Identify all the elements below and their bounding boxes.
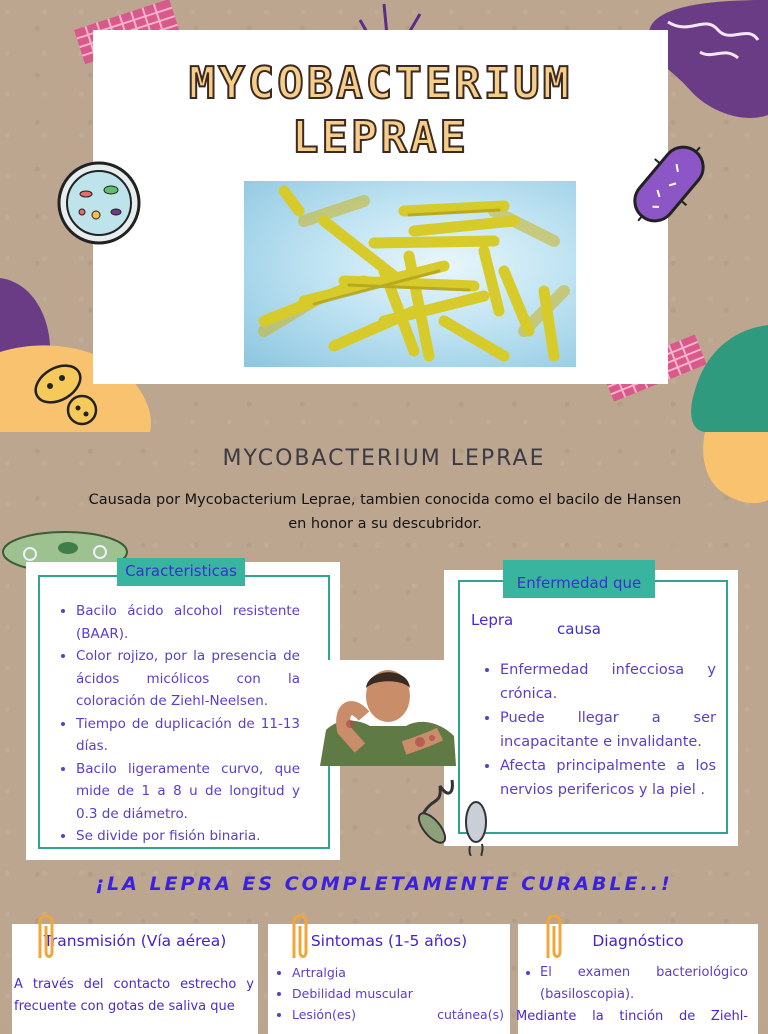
orange-bacteria-icon [26, 354, 106, 434]
list-item: • Debilidad muscular [292, 983, 504, 1004]
transmision-text: A través del contacto estrecho y frecuente con gotas de saliva que [14, 977, 254, 1014]
diagnostico-list [522, 962, 748, 1006]
diagnostico-heading: Diagnóstico [592, 932, 684, 950]
transmision-heading: Transmisión (Vía aérea) [43, 932, 227, 950]
teal-blob-right [691, 325, 768, 432]
list-item: • Artralgia [292, 962, 504, 983]
paperclip-icon [32, 912, 58, 964]
paperclip-icon [286, 912, 312, 964]
purple-bacterium-icon [624, 134, 714, 234]
list-item: • Puede llegar a ser incapacitante e invalidante. [500, 706, 716, 754]
list-item: • Color rojizo, por la presencia de ácidos micólicos con la coloración de Ziehl-Neelsen. [76, 645, 300, 713]
sintomas-heading: Sintomas (1-5 años) [310, 932, 468, 950]
list-item: • Lesión(es) cutánea(s) [292, 1004, 504, 1025]
petri-dish-icon [56, 160, 142, 246]
intro-paragraph [80, 488, 690, 536]
list-item: • Bacilo ligeramente curvo, que mide de 1 a 8 u de longitud y 0.3 de diámetro. [76, 758, 300, 826]
sintomas-list [274, 962, 504, 1025]
enfermedad-name: Lepra [471, 611, 514, 629]
section-subtitle: MYCOBACTERIUM LEPRAE [222, 446, 546, 471]
list-item: • Bacilo ácido alcohol resistente (BAAR). [76, 600, 300, 645]
list-item: • El examen bacteriológico (basiloscopia). [540, 962, 748, 1006]
paperclip-icon [540, 912, 566, 964]
enfermedad-heading: Enfermedad que causa [503, 560, 655, 598]
caracteristicas-list-wrapper [58, 600, 300, 848]
diagnostico-text: Mediante la tinción de Ziehl- [516, 1009, 748, 1024]
page-title-line1: MYCOBACTERIUM [188, 58, 573, 109]
bacilli-illustration [244, 181, 576, 367]
list-item: • Se divide por fisión binaria. [76, 825, 300, 848]
enfermedad-list [482, 658, 716, 802]
caracteristicas-heading: Caracteristicas [117, 558, 245, 586]
intro-line-1: Causada por Mycobacterium Leprae, tambien conocida como el bacilo de Hansen [88, 492, 682, 508]
bacteria-microscope-photo [244, 181, 576, 367]
enfermedad-list-wrapper [482, 658, 716, 802]
microbe-doodle-icon [412, 776, 502, 856]
leprosy-patient-illustration [320, 660, 456, 766]
list-item: • Tiempo de duplicación de 11-13 días. [76, 713, 300, 758]
curable-banner: ¡LA LEPRA ES COMPLETAMENTE CURABLE..! [95, 873, 673, 895]
intro-line-2: en honor a su descubridor. [288, 516, 482, 532]
caracteristicas-list [58, 600, 300, 848]
list-item: • Afecta principalmente a los nervios perifericos y la piel . [500, 754, 716, 802]
page-title-line2: LEPRAE [292, 112, 469, 163]
list-item: • Enfermedad infecciosa y crónica. [500, 658, 716, 706]
